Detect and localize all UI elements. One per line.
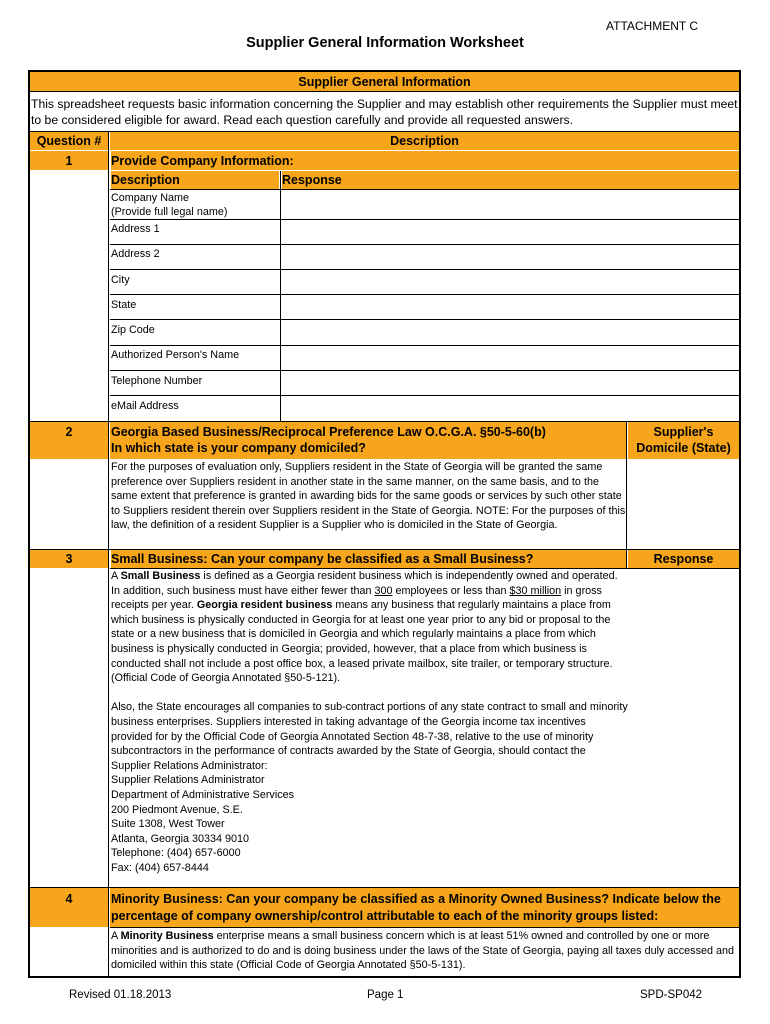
question-2-title-line1: Georgia Based Business/Reciprocal Preference Law O.C.G.A. §50-5-60(b) <box>111 425 546 439</box>
response-input-email[interactable] <box>282 396 739 420</box>
question-3-body <box>111 569 628 875</box>
intro-text: This spreadsheet requests basic information concerning the Supplier and may establish other requirements the Supplier must meet to be considered eligible for award. Read each question carefully and provide all requested answers. <box>31 97 738 127</box>
contact-line: Suite 1308, West Tower <box>111 818 225 831</box>
contact-line: Supplier Relations Administrator <box>111 774 265 787</box>
q1-col-description: Description <box>111 171 279 189</box>
page-title: Supplier General Information Worksheet <box>246 35 524 51</box>
question-4-title: Minority Business: Can your company be classified as a Minority Owned Business? Indicate below the percentage of company ownership/control attributable to each of the minority groups listed: <box>110 888 739 927</box>
field-label-authorized-person: Authorized Person's Name <box>111 349 240 361</box>
contact-line: Atlanta, Georgia 30334 9010 <box>111 832 250 845</box>
contact-line: Telephone: (404) 657-6000 <box>111 847 241 860</box>
column-header-question: Question # <box>30 132 108 150</box>
response-input-address-2[interactable] <box>282 245 739 269</box>
contact-line: Department of Administrative Services <box>111 788 295 801</box>
field-label-address-1: Address 1 <box>111 223 160 235</box>
response-input-company-name[interactable] <box>282 190 739 219</box>
contact-line: 200 Piedmont Avenue, S.E. <box>111 803 243 816</box>
question-3-title: Small Business: Can your company be classified as a Small Business? <box>111 550 626 568</box>
question-2-number: 2 <box>30 422 108 459</box>
field-label-address-2: Address 2 <box>111 248 160 260</box>
field-label-telephone: Telephone Number <box>111 375 203 387</box>
footer-page-number: Page 1 <box>367 989 404 1001</box>
question-4-number: 4 <box>30 888 108 927</box>
question-2-body: For the purposes of evaluation only, Suppliers resident in the State of Georgia will be granted the same preference over Suppliers resident in another state in the same manner, on the same basis, and to the same extent that preference is granted in awarding bids for the same goods or services by such other state to Suppliers resident therein over Suppliers resident in the State of Georgia. NOTE: For the purposes of this law, the definition of a resident Supplier is a Supplier who is domiciled in the State of Georgia. <box>111 461 626 532</box>
response-input-state[interactable] <box>282 295 739 319</box>
field-label-email: eMail Address <box>111 400 179 412</box>
question-2-title <box>110 422 626 459</box>
subcontract-paragraph: Also, the State encourages all companies to sub-contract portions of any state contract to small and minority business enterprises. Suppliers interested in taking advantage of the Georgia income tax incentives provided for by the Official Code of Georgia Annotated Section 48-7-38, relative to the use of minority subcontractors in the performance of contracts awarded by the State of Georgia, should contact the Supplier Relations Administrator: <box>111 701 628 772</box>
question-4-body: A Minority Business enterprise means a small business concern which is at least 51% owned and controlled by one or more minorities and is authorized to do and is doing business under the laws of the State of Georgia, paying all taxes duly accessed and domiciled within this state (Official Code of Georgia Annotated §50-5-131). <box>111 930 734 972</box>
small-business-definition: A Small Business is defined as a Georgia resident business which is independently owned and operated. In addition, such business must have either fewer than 300 employees or less than $30 million in gross receipts per year. Georgia resident business means any business that regularly maintains a place from which business is physically conducted in Georgia for at least one year prior to any bid or proposal to the state or a new business that is domiciled in Georgia and which regularly maintains a place from which business is physically conducted in Georgia; provided, however, that a place from which business is conducted shall not include a post office box, a leased private mailbox, site trailer, or temporary structure. (Official Code of Georgia Annotated §50-5-121). <box>111 570 618 685</box>
field-label-zip-code: Zip Code <box>111 324 155 336</box>
question-2-response-header <box>628 422 739 459</box>
response-input-authorized-person[interactable] <box>282 346 739 370</box>
field-label-state: State <box>111 299 137 311</box>
question-1-title: Provide Company Information: <box>111 151 739 170</box>
contact-line: Fax: (404) 657-8444 <box>111 861 209 874</box>
question-1-number: 1 <box>30 151 108 170</box>
field-label-company-name: Company Name (Provide full legal name) <box>111 192 228 218</box>
worksheet-table <box>28 70 741 978</box>
q2-response-header-line1: Supplier's <box>653 425 714 439</box>
column-header-description: Description <box>110 132 739 150</box>
response-input-telephone[interactable] <box>282 371 739 395</box>
q2-domicile-state-input[interactable] <box>628 460 739 548</box>
field-label-city: City <box>111 274 130 286</box>
question-2-title-line2: In which state is your company domiciled? <box>111 441 366 455</box>
question-3-response-header: Response <box>628 550 739 568</box>
response-input-zip-code[interactable] <box>282 320 739 344</box>
question-3-number: 3 <box>30 550 108 568</box>
section-title: Supplier General Information <box>30 72 739 91</box>
q1-col-response: Response <box>282 171 739 189</box>
response-input-city[interactable] <box>282 270 739 294</box>
footer-revised: Revised 01.18.2013 <box>69 989 172 1001</box>
attachment-label: ATTACHMENT C <box>606 19 698 33</box>
response-input-address-1[interactable] <box>282 220 739 244</box>
q2-response-header-line2: Domicile (State) <box>636 441 731 455</box>
footer-form-code: SPD-SP042 <box>640 989 703 1001</box>
